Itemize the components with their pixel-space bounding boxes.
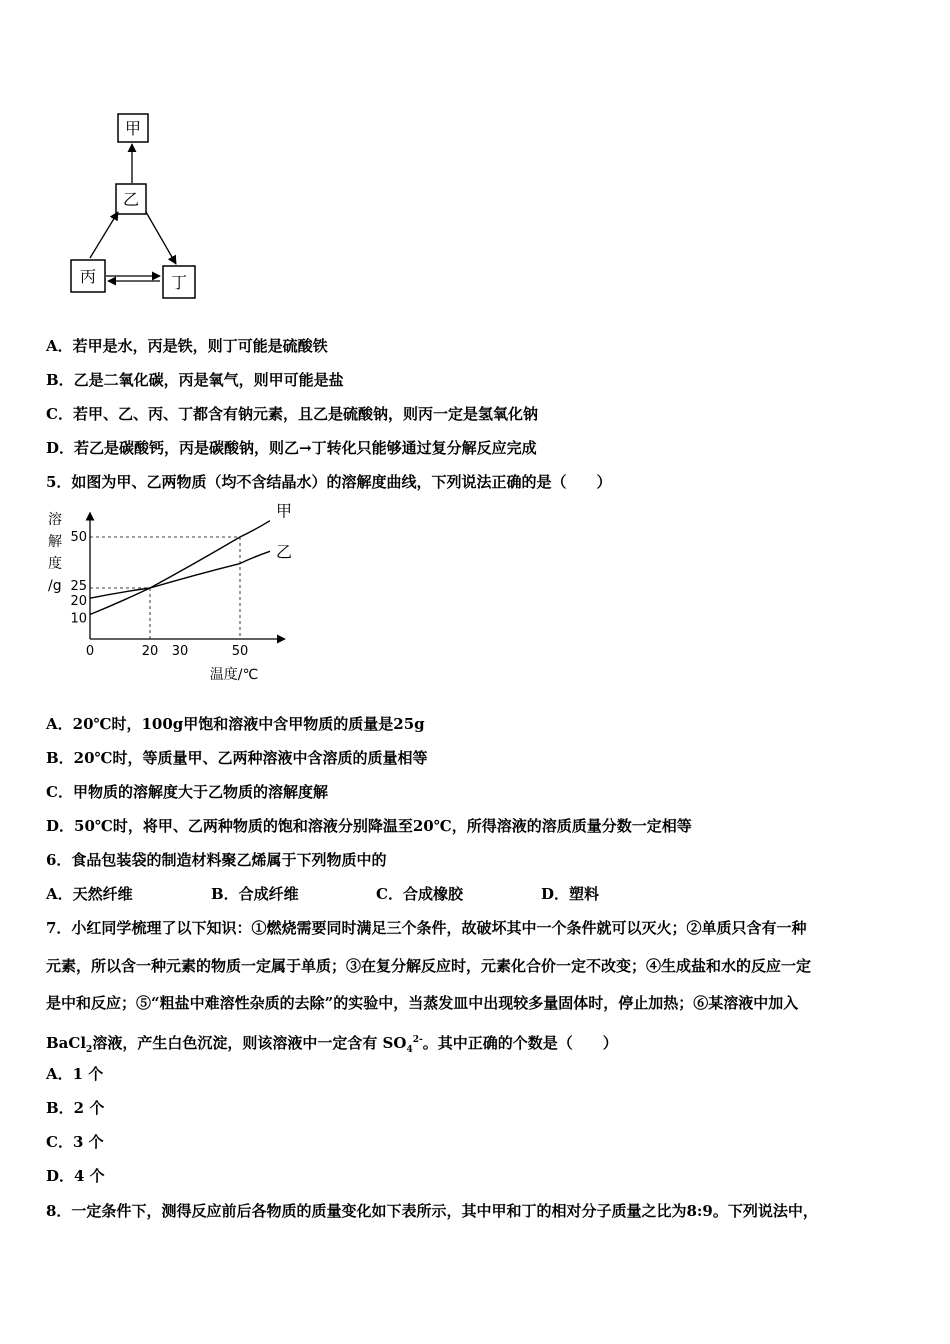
solubility-chart: [40, 501, 293, 687]
arrow-yi-to-ding: [146, 212, 176, 264]
q6-option-a: A．天然纤维: [46, 885, 133, 903]
series-line-jia: [90, 521, 270, 615]
y-tick-label-3: 50: [70, 530, 87, 545]
arrow-bing-to-yi: [90, 212, 118, 258]
series-line-yi: [90, 551, 270, 598]
q5-option-c: C．甲物质的溶解度大于乙物质的溶解度解: [46, 783, 328, 801]
y-tick-label-1: 20: [70, 594, 87, 610]
q6-option-b: B．合成纤维: [211, 885, 299, 903]
y-axis-label-2: 度: [48, 556, 62, 572]
q6-option-c: C．合成橡胶: [376, 885, 463, 903]
q6-stem: 6．食品包装袋的制造材料聚乙烯属于下列物质中的: [46, 851, 387, 869]
q6-option-d: D．塑料: [541, 885, 600, 903]
box-bing: [71, 260, 105, 292]
box-jia: [118, 114, 148, 142]
q4-option-a: A．若甲是水，丙是铁，则丁可能是硫酸铁: [46, 337, 328, 355]
q5-option-d: D．50℃时，将甲、乙两种物质的饱和溶液分别降温至20℃，所得溶液的溶质质量分数一定相等: [46, 817, 692, 835]
y-axis-label-1: 解: [48, 534, 62, 550]
q4-option-d: D．若乙是碳酸钙，丙是碳酸钠，则乙→丁转化只能够通过复分解反应完成: [46, 439, 537, 457]
x-axis-label: 温度/℃: [209, 667, 259, 683]
q7-option-c: C．3 个: [46, 1133, 104, 1151]
x-tick-label-0: 0: [85, 644, 95, 659]
y-axis-label-3: /g: [48, 578, 62, 594]
y-axis-label-0: 溶: [48, 512, 62, 528]
q4-option-c: C．若甲、乙、丙、丁都含有钠元素，且乙是硫酸钠，则丙一定是氢氧化钠: [46, 405, 538, 423]
relation-diagram: [60, 108, 260, 308]
box-yi: [116, 184, 146, 214]
box-bing-label: 丙: [79, 267, 97, 286]
box-ding: [163, 266, 195, 298]
q5-option-a: A．20℃时，100g甲饱和溶液中含甲物质的质量是25g: [46, 715, 425, 733]
q8-stem: 8．一定条件下，测得反应前后各物质的质量变化如下表所示，其中甲和丁的相对分子质量之比为8:9。下列说法中，: [46, 1202, 818, 1220]
y-tick-label-2: 25: [70, 579, 87, 594]
series-label-jia: 甲: [276, 501, 293, 521]
q7-option-a: A．1 个: [46, 1065, 104, 1083]
q5-stem: 5．如图为甲、乙两物质（均不含结晶水）的溶解度曲线，下列说法正确的是（ ）: [46, 473, 612, 491]
q7-option-b: B．2 个: [46, 1099, 105, 1117]
box-jia-label: 甲: [124, 119, 142, 138]
q4-option-b: B．乙是二氧化碳，丙是氧气，则甲可能是盐: [46, 371, 344, 389]
y-tick-label-0: 10: [70, 611, 87, 627]
q7-option-d: D．4 个: [46, 1167, 105, 1185]
q7-line-3: 是中和反应；⑤“粗盐中难溶性杂质的去除”的实验中，当蒸发皿中出现较多量固体时，停止加热；⑥某溶液中加入: [46, 994, 799, 1012]
box-yi-label: 乙: [122, 190, 140, 209]
x-tick-label-2: 30: [171, 644, 189, 659]
q7-line-2: 元素，所以含一种元素的物质一定属于单质；③在复分解反应时，元素化合价一定不改变；④生成盐和水的反应一定: [46, 957, 812, 975]
q7-line-1: 7．小红同学梳理了以下知识：①燃烧需要同时满足三个条件，故破坏其中一个条件就可以灭火；②单质只含有一种: [46, 919, 807, 937]
x-tick-label-1: 20: [141, 644, 159, 659]
q5-option-b: B．20℃时，等质量甲、乙两种溶液中含溶质的质量相等: [46, 749, 428, 767]
q7-line-4: BaCl$_2$溶液，产生白色沉淀，则该溶液中一定含有 $SO_4^{2-}$。其中正确的个数是（ ）: [46, 1034, 618, 1055]
box-ding-label: 丁: [170, 273, 188, 292]
series-label-yi: 乙: [276, 542, 293, 562]
x-tick-label-3: 50: [231, 644, 249, 659]
